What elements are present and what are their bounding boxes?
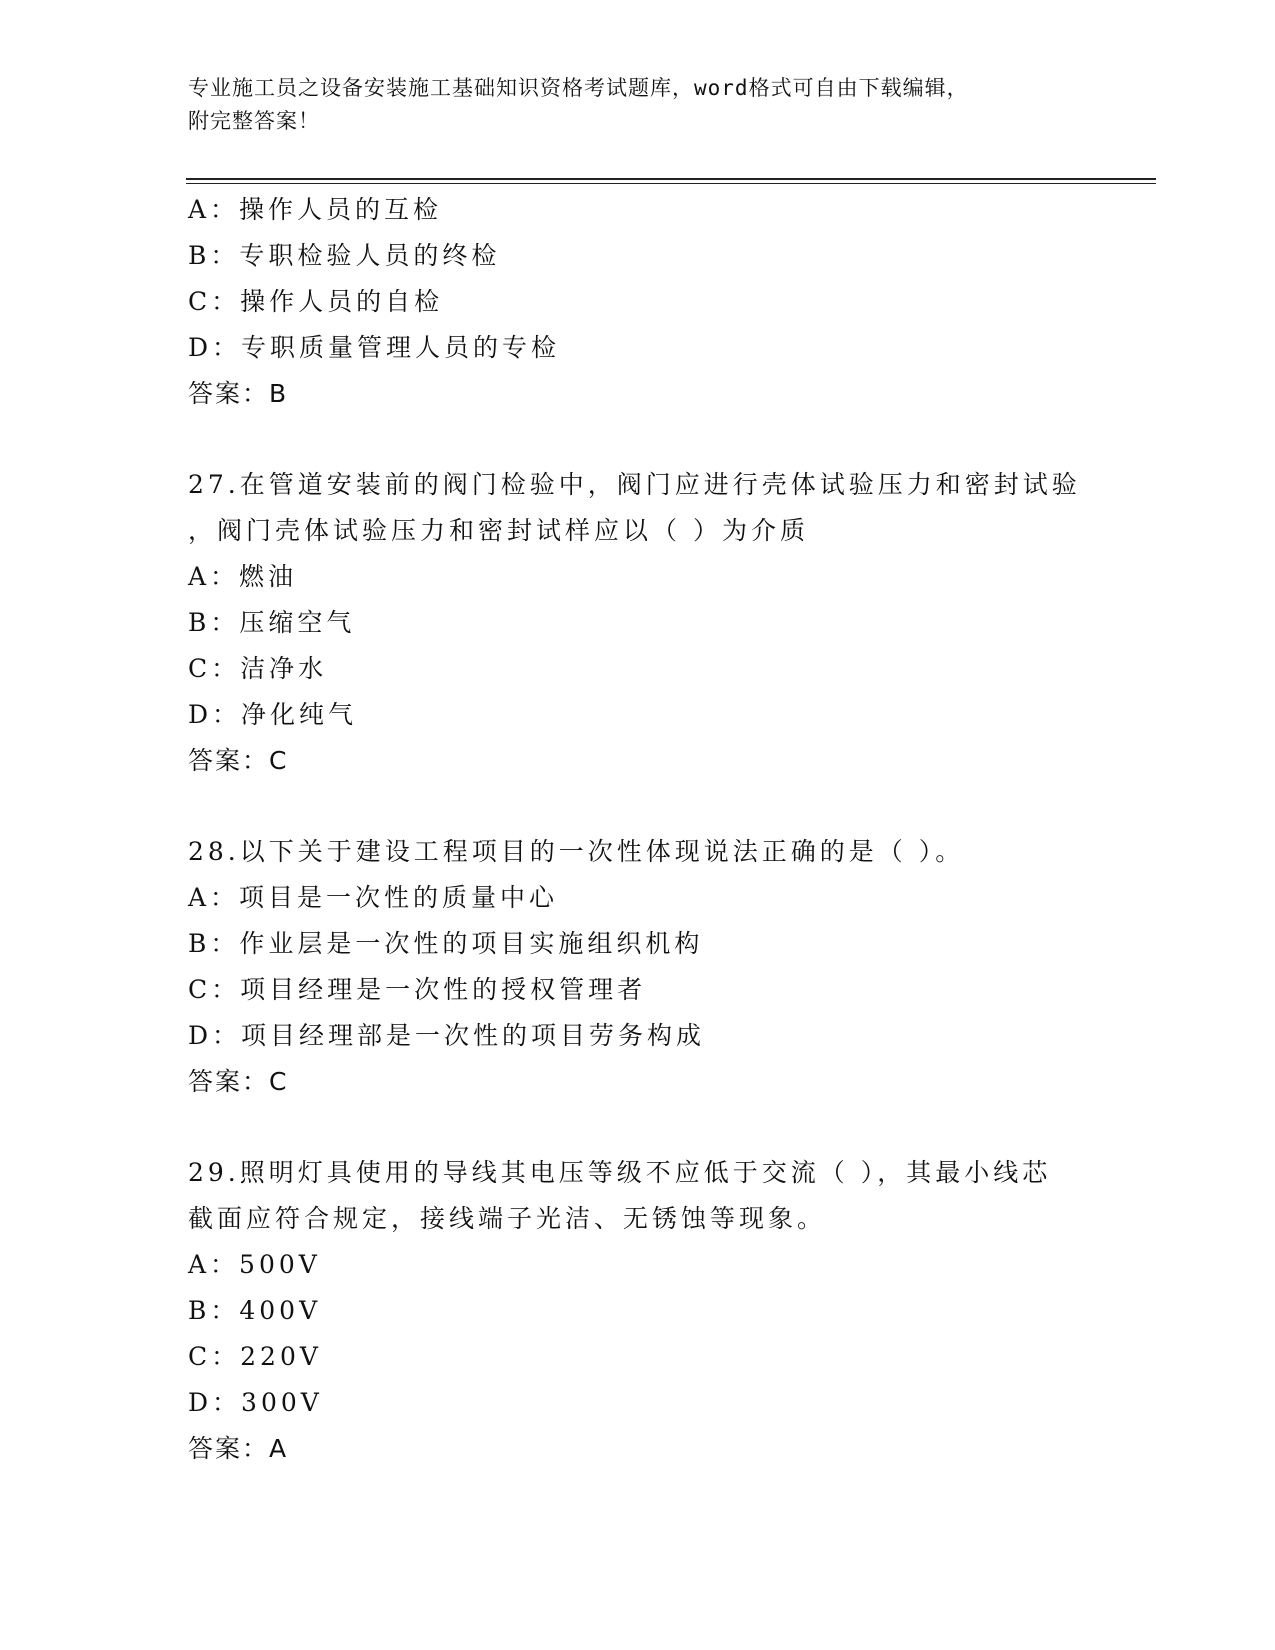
option-d: D：300V (188, 1388, 323, 1417)
question-block-27 (188, 462, 1088, 784)
answer: 答案：A (188, 1434, 289, 1463)
header-divider-thin (186, 183, 1156, 184)
option-c: C：洁净水 (188, 654, 328, 683)
option-c: C：操作人员的自检 (188, 287, 444, 316)
spacer (188, 417, 1088, 462)
answer: 答案：C (188, 1067, 289, 1096)
option-b: B：专职检验人员的终检 (188, 241, 501, 270)
question-text: 截面应符合规定，接线端子光洁、无锈蚀等现象。 (188, 1204, 827, 1233)
header-divider-thick (186, 178, 1156, 180)
option-a: A：项目是一次性的质量中心 (188, 883, 559, 912)
option-b: B：400V (188, 1296, 322, 1325)
spacer (188, 1105, 1088, 1150)
option-a: A：500V (188, 1250, 321, 1279)
option-d: D：专职质量管理人员的专检 (188, 333, 561, 362)
question-text: 28.以下关于建设工程项目的一次性体现说法正确的是（ ）。 (188, 837, 965, 866)
option-a: A：操作人员的互检 (188, 195, 443, 224)
option-b: B：作业层是一次性的项目实施组织机构 (188, 929, 704, 958)
question-block-prev (188, 187, 1088, 417)
question-text: 27.在管道安装前的阀门检验中，阀门应进行壳体试验压力和密封试验 (188, 470, 1081, 499)
question-block-29 (188, 1150, 1088, 1472)
document-header (188, 72, 1088, 138)
question-list (188, 187, 1088, 1472)
option-d: D：项目经理部是一次性的项目劳务构成 (188, 1021, 706, 1050)
option-c: C：项目经理是一次性的授权管理者 (188, 975, 647, 1004)
answer: 答案：B (188, 379, 289, 408)
question-text: 29.照明灯具使用的导线其电压等级不应低于交流（ ），其最小线芯 (188, 1158, 1052, 1187)
option-c: C：220V (188, 1342, 322, 1371)
header-line-1: 专业施工员之设备安装施工基础知识资格考试题库，word格式可自由下载编辑， (188, 76, 969, 100)
option-a: A：燃油 (188, 562, 298, 591)
header-line-2: 附完整答案！ (188, 109, 320, 133)
answer: 答案：C (188, 746, 289, 775)
option-b: B：压缩空气 (188, 608, 356, 637)
question-block-28 (188, 829, 1088, 1105)
question-text: ，阀门壳体试验压力和密封试样应以（ ）为介质 (188, 516, 809, 545)
option-d: D：净化纯气 (188, 700, 358, 729)
spacer (188, 784, 1088, 829)
